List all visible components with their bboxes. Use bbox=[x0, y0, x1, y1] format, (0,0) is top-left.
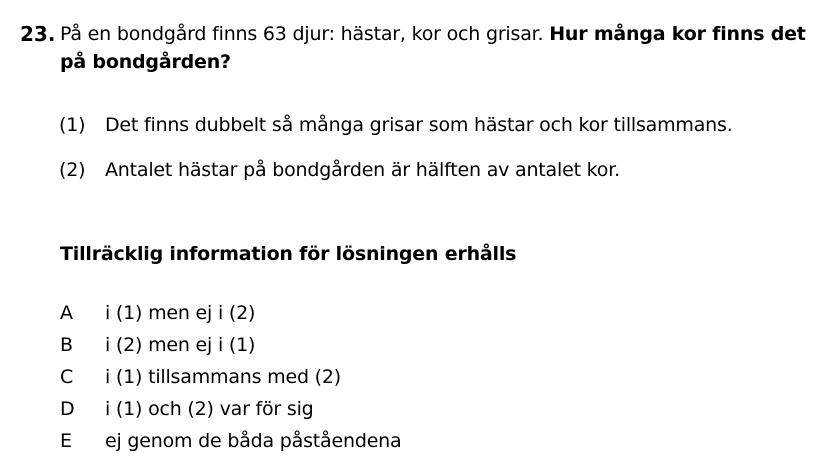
question-stem-text: På en bondgård finns 63 djur: hästar, kor och grisar. bbox=[60, 23, 544, 45]
statement-1 bbox=[59, 112, 733, 138]
statement-2 bbox=[59, 157, 733, 183]
statement-number: (2) bbox=[59, 159, 86, 181]
answer-prompt: Tillräcklig information för lösningen erhålls bbox=[60, 243, 517, 265]
option-letter: E bbox=[60, 430, 72, 452]
statement-number: (1) bbox=[59, 114, 86, 136]
question-stem-bold: Hur många kor finns det på bondgården? bbox=[60, 23, 806, 73]
statements-list bbox=[59, 112, 733, 202]
question-stem bbox=[60, 20, 820, 76]
statement-text: Antalet hästar på bondgården är hälften av antalet kor. bbox=[105, 159, 620, 181]
option-a[interactable] bbox=[60, 297, 401, 329]
option-b[interactable] bbox=[60, 329, 401, 361]
statement-text: Det finns dubbelt så många grisar som hästar och kor tillsammans. bbox=[105, 114, 733, 136]
question-number: 23. bbox=[20, 22, 56, 46]
question-block bbox=[20, 20, 820, 76]
option-c[interactable] bbox=[60, 361, 401, 393]
option-text: i (1) men ej i (2) bbox=[105, 302, 256, 324]
option-text: i (1) och (2) var för sig bbox=[105, 398, 314, 420]
option-letter: B bbox=[60, 334, 73, 356]
option-letter: C bbox=[60, 366, 74, 388]
option-text: ej genom de båda påståendena bbox=[105, 430, 402, 452]
option-letter: A bbox=[60, 302, 73, 324]
option-letter: D bbox=[60, 398, 75, 420]
question-stem-row bbox=[20, 20, 820, 76]
answer-options bbox=[60, 297, 401, 457]
option-text: i (2) men ej i (1) bbox=[105, 334, 256, 356]
option-text: i (1) tillsammans med (2) bbox=[105, 366, 341, 388]
option-e[interactable] bbox=[60, 425, 401, 457]
option-d[interactable] bbox=[60, 393, 401, 425]
